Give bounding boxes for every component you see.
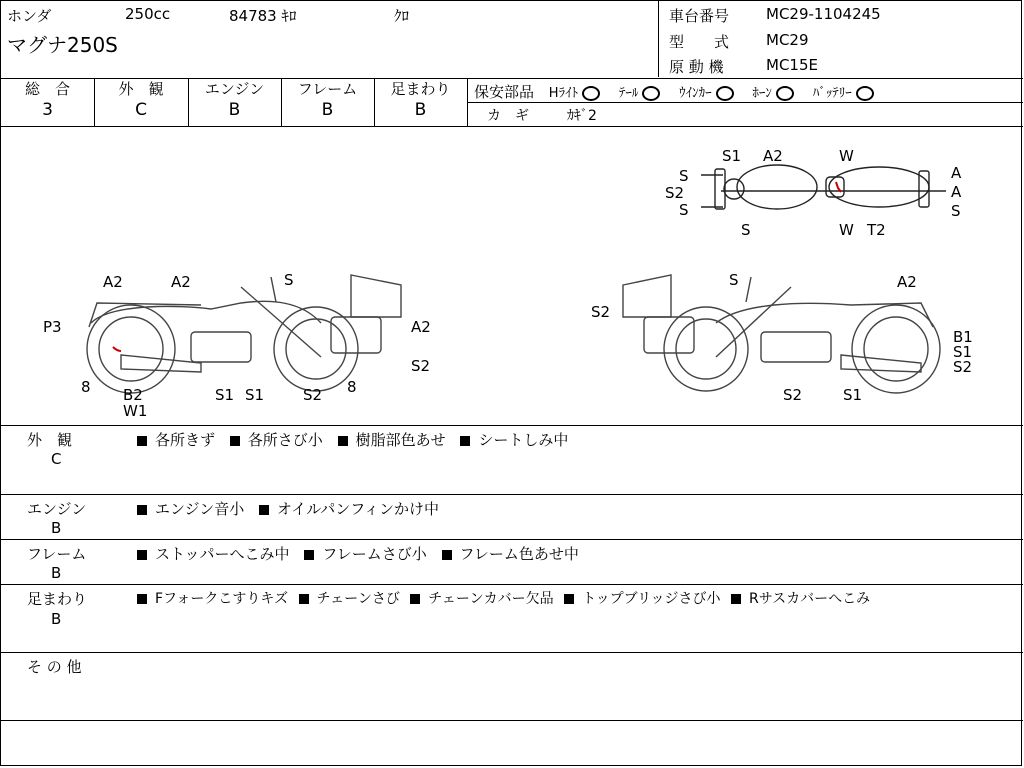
label-text: S1	[722, 147, 742, 165]
list-item: チェーンさび	[299, 591, 400, 607]
other-title: そ の 他	[27, 658, 82, 676]
list-item: チェーンカバー欠品	[410, 591, 553, 607]
list-item: 各所さび小	[230, 431, 323, 449]
cond-engine-grade: B	[51, 519, 62, 537]
grade-frame	[281, 80, 374, 122]
safety-parts	[474, 81, 888, 102]
top-view-bike	[701, 165, 946, 209]
label-text: A2	[103, 273, 123, 291]
label-text: T2	[867, 221, 886, 239]
cond-suspension-items	[137, 588, 870, 608]
label-text: S	[951, 202, 961, 220]
safety-item-tail: ﾃｰﾙ	[619, 82, 661, 101]
cond-exterior-items	[137, 429, 578, 450]
list-item: 各所きず	[137, 431, 215, 449]
label-text: S2	[783, 386, 803, 404]
cond-frame-grade: B	[51, 564, 62, 582]
label-text: A2	[171, 273, 191, 291]
label-text: B1	[953, 328, 973, 346]
row-divider	[1, 720, 1023, 721]
key-label: カ ギ	[487, 108, 529, 124]
label-text: S1	[953, 343, 973, 361]
label-text: A2	[763, 147, 783, 165]
grade-suspension-label: 足まわり	[390, 80, 451, 98]
safety-item-horn: ﾎｰﾝ	[752, 82, 794, 101]
engine-value: MC15E	[766, 56, 818, 74]
label-text: S	[729, 271, 739, 289]
list-item: Rサスカバーへこみ	[731, 591, 870, 607]
list-item: トップブリッジさび小	[564, 591, 720, 607]
safety-label: 保安部品	[474, 83, 535, 101]
grade-overall-label: 総 合	[24, 80, 70, 98]
row-divider	[1, 584, 1023, 585]
label-text: A	[951, 183, 962, 201]
right-side-bike	[623, 275, 940, 393]
label-text: S	[679, 201, 689, 219]
grade-exterior-value: C	[135, 100, 147, 120]
list-item: エンジン音小	[137, 500, 244, 518]
label-text: W	[839, 221, 854, 239]
list-item: オイルパンフィンかけ中	[259, 500, 439, 518]
cond-frame-title: フレーム	[27, 545, 87, 563]
conditions-top	[1, 425, 1023, 426]
mileage: 84783 ｷﾛ	[229, 7, 297, 25]
cond-frame-items	[137, 543, 589, 564]
type-value: MC29	[766, 31, 809, 49]
label-text: W	[839, 147, 854, 165]
frame-no-label: 車台番号	[669, 7, 730, 25]
top-view-labels	[665, 147, 962, 239]
grade-frame-label: フレーム	[297, 80, 358, 98]
safety-divider	[467, 102, 1023, 103]
safety-item-headlight: Hﾗｲﾄ	[549, 82, 600, 101]
cond-exterior-title: 外 観	[27, 431, 73, 449]
grade-overall-value: 3	[42, 100, 53, 120]
label-text: 8	[81, 378, 91, 396]
label-text: S2	[953, 358, 973, 376]
frame-no: MC29-1104245	[766, 5, 881, 23]
cond-suspension-title: 足まわり	[27, 590, 88, 608]
engine-label: 原 動 機	[669, 58, 724, 76]
label-text: A2	[897, 273, 917, 291]
right-side-labels	[591, 271, 973, 404]
safety-item-battery: ﾊﾞｯﾃﾘｰ	[813, 82, 874, 101]
safety-item-winker: ｳｲﾝｶｰ	[679, 82, 734, 101]
type-label: 型 式	[669, 33, 730, 51]
grade-suspension	[374, 80, 467, 122]
label-text: S1	[215, 386, 235, 404]
grade-engine-value: B	[228, 100, 241, 120]
left-side-bike	[87, 275, 401, 393]
label-text: S1	[245, 386, 265, 404]
cond-suspension-grade: B	[51, 610, 62, 628]
grade-overall	[1, 80, 94, 122]
label-text: S	[679, 167, 689, 185]
label-text: P3	[43, 318, 62, 336]
color: ｸﾛ	[394, 7, 410, 25]
label-text: A	[951, 164, 962, 182]
label-text: S2	[591, 303, 611, 321]
label-text: S2	[303, 386, 323, 404]
row-divider	[1, 652, 1023, 653]
list-item: Fフォークこすりキズ	[137, 591, 288, 607]
label-text: S2	[411, 357, 431, 375]
label-text: B2	[123, 386, 143, 404]
grade-engine-label: エンジン	[204, 80, 265, 98]
list-item: フレーム色あせ中	[442, 545, 579, 563]
grade-frame-value: B	[321, 100, 334, 120]
cond-engine-items	[137, 498, 449, 519]
damage-diagram	[1, 127, 1023, 425]
header-divider	[658, 1, 659, 77]
grade-row-top	[1, 78, 1023, 79]
label-text: 8	[347, 378, 357, 396]
list-item: ストッパーへこみ中	[137, 545, 290, 563]
cond-engine-title: エンジン	[27, 500, 87, 518]
list-item: シートしみ中	[460, 431, 568, 449]
displacement: 250cc	[125, 5, 171, 23]
row-divider	[1, 494, 1023, 495]
list-item: フレームさび小	[304, 545, 426, 563]
label-text: S1	[843, 386, 863, 404]
key-value: ｶｷﾞ2	[567, 108, 597, 124]
left-side-labels	[43, 271, 431, 420]
grade-suspension-value: B	[414, 100, 427, 120]
label-text: A2	[411, 318, 431, 336]
grade-engine	[188, 80, 281, 122]
label-text: S	[741, 221, 751, 239]
grade-exterior	[94, 80, 188, 122]
label-text: S2	[665, 184, 685, 202]
list-item: 樹脂部色あせ	[338, 431, 446, 449]
label-text: W1	[123, 402, 148, 420]
maker: ホンダ	[7, 7, 52, 25]
row-divider	[1, 539, 1023, 540]
model-name: マグナ250S	[7, 33, 118, 57]
grade-exterior-label: 外 観	[118, 80, 164, 98]
cond-exterior-grade: C	[51, 450, 62, 468]
label-text: S	[284, 271, 294, 289]
